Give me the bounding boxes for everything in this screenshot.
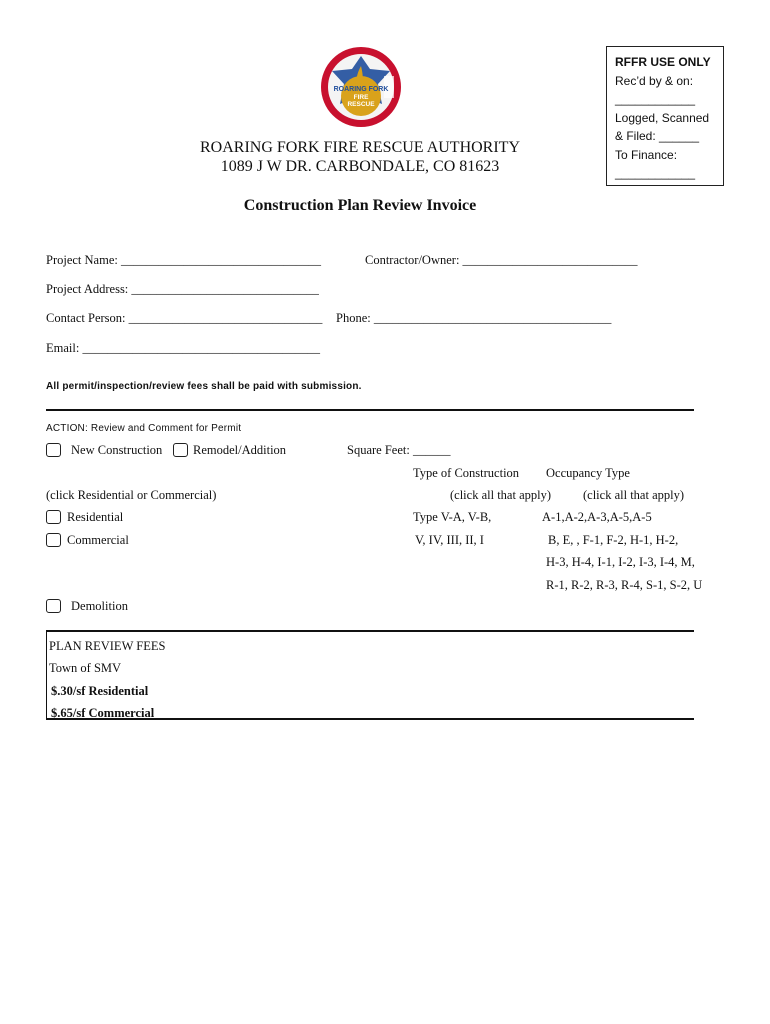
click-all-hint: (click all that apply) — [450, 488, 552, 502]
action-heading: ACTION: Review and Comment for Permit — [46, 423, 242, 434]
commercial-rate: $.65/sf Commercial — [51, 706, 155, 720]
fees-heading: PLAN REVIEW FEES — [49, 639, 166, 653]
svg-text:FIRE: FIRE — [353, 94, 369, 101]
office-use-line: To Finance: — [615, 147, 678, 162]
commercial-checkbox[interactable] — [46, 533, 61, 547]
residential-label: Residential — [67, 510, 124, 524]
occupancy-type-heading: Occupancy Type — [546, 466, 630, 480]
office-use-line: Rec’d by & on: — [615, 73, 694, 88]
occupancy-type-option[interactable]: R-1, R-2, R-3, R-4, S-1, S-2, U — [546, 578, 703, 592]
payment-notice: All permit/inspection/review fees shall be paid with submission. — [46, 381, 362, 392]
email-field[interactable]: Email: ______________________________________ — [46, 341, 320, 355]
fire-rescue-logo — [320, 46, 402, 128]
office-use-line: ____________ — [615, 92, 696, 106]
type-of-construction-heading: Type of Construction — [413, 466, 520, 480]
occupancy-type-option[interactable]: B, E, , F-1, F-2, H-1, H-2, — [548, 533, 679, 547]
page-title: Construction Plan Review Invoice — [243, 197, 477, 214]
demolition-checkbox[interactable] — [46, 599, 61, 613]
contractor-owner-field[interactable]: Contractor/Owner: ____________________________ — [365, 253, 638, 267]
click-all-hint: (click all that apply) — [583, 488, 685, 502]
office-use-line: Logged, Scanned — [615, 110, 710, 125]
construction-type-option[interactable]: V, IV, III, II, I — [415, 533, 484, 547]
svg-text:ROARING FORK: ROARING FORK — [333, 86, 389, 93]
svg-text:RESCUE: RESCUE — [347, 101, 375, 108]
contact-person-field[interactable]: Contact Person: _______________________________ — [46, 311, 323, 325]
new-construction-label: New Construction — [71, 443, 163, 457]
click-res-com-hint: (click Residential or Commercial) — [46, 488, 217, 502]
section-divider — [46, 409, 694, 411]
occupancy-type-option[interactable]: A-1,A-2,A-3,A-5,A-5 — [542, 510, 652, 524]
new-construction-checkbox[interactable] — [46, 443, 61, 457]
fees-town: Town of SMV — [49, 661, 122, 675]
occupancy-type-option[interactable]: H-3, H-4, I-1, I-2, I-3, I-4, M, — [546, 555, 695, 569]
construction-type-option[interactable]: Type V-A, V-B, — [413, 510, 492, 524]
square-feet-field[interactable]: Square Feet: ______ — [347, 443, 451, 457]
phone-field[interactable]: Phone: ______________________________________ — [336, 311, 612, 325]
residential-checkbox[interactable] — [46, 510, 61, 524]
org-name: ROARING FORK FIRE RESCUE AUTHORITY — [199, 139, 521, 156]
remodel-addition-checkbox[interactable] — [173, 443, 188, 457]
office-use-box — [606, 46, 724, 186]
remodel-addition-label: Remodel/Addition — [193, 443, 287, 457]
office-use-line: ____________ — [615, 166, 696, 180]
commercial-label: Commercial — [67, 533, 129, 547]
office-use-title: RFFR USE ONLY — [615, 55, 711, 69]
org-address: 1089 J W DR. CARBONDALE, CO 81623 — [220, 158, 500, 175]
project-address-field[interactable]: Project Address: ______________________________ — [46, 282, 319, 296]
residential-rate: $.30/sf Residential — [51, 684, 149, 698]
office-use-line: & Filed: ______ — [615, 129, 700, 143]
demolition-label: Demolition — [71, 599, 128, 613]
project-name-field[interactable]: Project Name: ________________________________ — [46, 253, 321, 267]
